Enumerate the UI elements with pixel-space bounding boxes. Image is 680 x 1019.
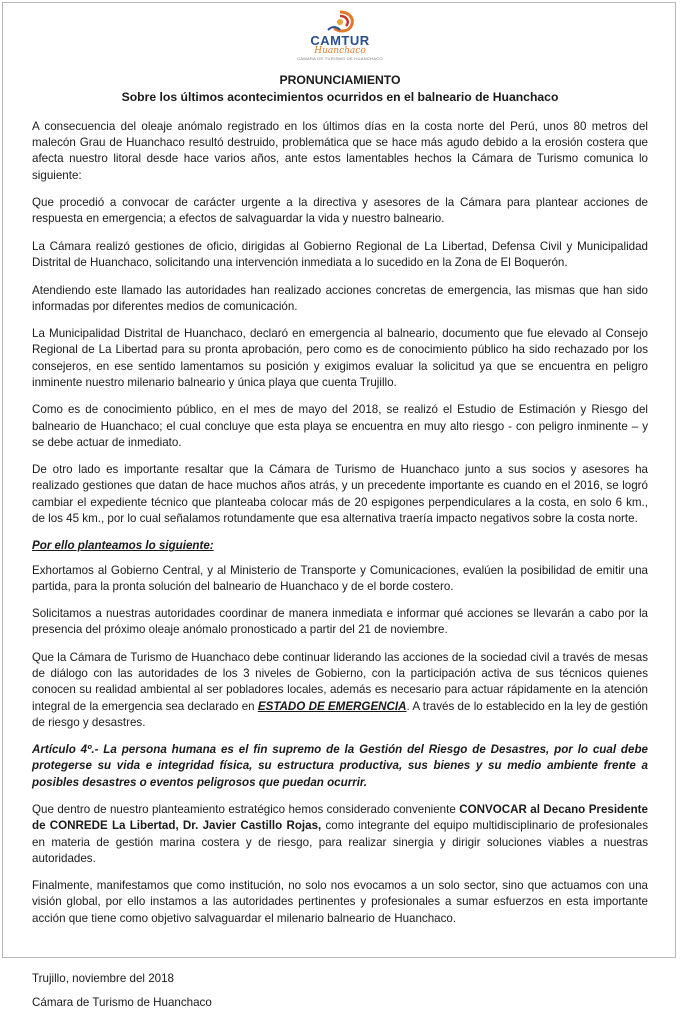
page-title: PRONUNCIAMIENTO xyxy=(279,73,401,87)
proposal-1: Exhortamos al Gobierno Central, y al Ministerio de Transporte y Comunicaciones, evalúen la posibilidad de emitir una partida, para la pronta solución del balneario de Huanchaco y de el borde costero. xyxy=(32,563,648,593)
camtur-logo xyxy=(280,10,400,62)
article-quote: Artículo 4º.- La persona humana es el fin supremo de la Gestión del Riesgo de Desastres, por lo cual debe protegerse su vida e integridad física, su estructura productiva, sus bienes y su medio ambiente frente a posibles desastres o eventos peligrosos que puedan ocurrir. xyxy=(32,743,648,789)
section-heading: Por ello planteamos lo siguiente: xyxy=(32,539,214,553)
page-subtitle: Sobre los últimos acontecimientos ocurridos en el balneario de Huanchaco xyxy=(121,90,559,104)
logo-sub: Huanchaco xyxy=(314,46,366,56)
final-paragraph: Finalmente, manifestamos que como institución, no solo nos evocamos a un solo sector, sino que actuamos con una visión global, por ello instamos a las autoridades pertinentes y profesionales a sumar esfuerzos en esta importante acción que tiene como objetivo salvaguardar el milenario balneario de Huanchaco. xyxy=(32,879,648,925)
convocation-bold: CONVOCAR al Decano Presidente de CONREDE La Libertad, Dr. Javier Castillo Rojas, xyxy=(32,803,648,833)
convocation-after: como integrante del equipo multidisciplinario de profesionales en materia de gestión marina costera y de riesgo, para realizar sinergia y dirigir soluciones viables a nuestras autoridades. xyxy=(32,819,648,865)
place-date: Trujillo, noviembre del 2018 xyxy=(32,971,174,985)
emergency-paragraph xyxy=(32,650,648,731)
proposal-2: Solicitamos a nuestras autoridades coordinar de manera inmediata e informar qué acciones se llevarán a cabo por la presencia del próximo oleaje anómalo pronosticado a partir del 21 de noviembre. xyxy=(32,607,648,637)
convocation-before: Que dentro de nuestro planteamiento estratégico hemos considerado conveniente xyxy=(32,803,460,817)
emergency-emphasis: ESTADO DE EMERGENCIA xyxy=(257,699,407,713)
emergency-before: Que la Cámara de Turismo de Huanchaco debe continuar liderando las acciones de la sociedad civil a través de mesas de diálogo con las autoridades de los 3 niveles de Gobierno, con la participación activa de sus técnicos quienes conocen su realidad ambiental al ser pobladores locales, además es necesario para actuar rápidamente en la atención integral de la emergencia sea declarado en xyxy=(32,650,648,713)
paragraph-2: Que procedió a convocar de carácter urgente a la directiva y asesores de la Cámara para plantear acciones de respuesta en emergencia; a efectos de salvaguardar la vida y nuestro balneario. xyxy=(32,196,648,226)
logo-tagline: CÁMARA DE TURISMO DE HUANCHACO xyxy=(297,56,383,61)
camtur-emblem-icon xyxy=(320,10,360,34)
document-page xyxy=(32,10,648,1019)
paragraph-6: Como es de conocimiento público, en el mes de mayo del 2018, se realizó el Estudio de Estimación y Riesgo del balneario de Huanchaco; el cual concluye que esta playa se encuentra en muy alto riesgo - con peligro inminente – y se debe actuar de inmediato. xyxy=(32,403,648,449)
paragraph-4: Atendiendo este llamado las autoridades han realizado acciones concretas de emergencia, las mismas que han sido informadas por diferentes medios de comunicación. xyxy=(32,283,648,313)
emergency-after: . A través de lo establecido en la ley de gestión de riesgo y desastres. xyxy=(32,699,648,729)
convocation-paragraph xyxy=(32,802,648,867)
closing-block xyxy=(32,971,648,1011)
paragraph-1: A consecuencia del oleaje anómalo registrado en los últimos días en la costa norte del Perú, unos 80 metros del malecón Grau de Huanchaco resultó destruido, problemática que se hace más agudo debido a la erosión costera que afecta nuestro litoral desde hace varios años, ante estos lamentables hechos la Cámara de Turismo comunica lo siguiente: xyxy=(32,120,648,182)
logo-brand: CAMTUR xyxy=(310,33,370,48)
signature: Cámara de Turismo de Huanchaco xyxy=(32,996,212,1010)
paragraph-3: La Cámara realizó gestiones de oficio, dirigidas al Gobierno Regional de La Libertad, Defensa Civil y Municipalidad Distrital de Huanchaco, solicitando una intervención inmediata a lo sucedido en la Zona de El Boquerón. xyxy=(32,239,648,270)
paragraph-5: La Municipalidad Distrital de Huanchaco, declaró en emergencia al balneario, documento que fue elevado al Consejo Regional de La Libertad para su pronta aprobación, pero como es de conocimiento público ha sido rechazado por los consejeros, en ese sentido lamentamos su posición y exigimos evaluar la solicitud ya que se encuentra en peligro inminente nuestro milenario balneario y única playa que cuenta Trujillo. xyxy=(32,327,648,389)
paragraph-7: De otro lado es importante resaltar que la Cámara de Turismo de Huanchaco junto a sus socios y asesores ha realizado gestiones que datan de hace muchos años atrás, y un precedente importante es cuando en el 2016, se logró cambiar el expediente técnico que planteaba colocar más de 20 espigones perpendiculares a la costa, en solo 6 km., de los 45 km., por lo cual señalamos rotundamente que esa alternativa traería impacto negativos sobre la costa norte. xyxy=(32,463,648,525)
